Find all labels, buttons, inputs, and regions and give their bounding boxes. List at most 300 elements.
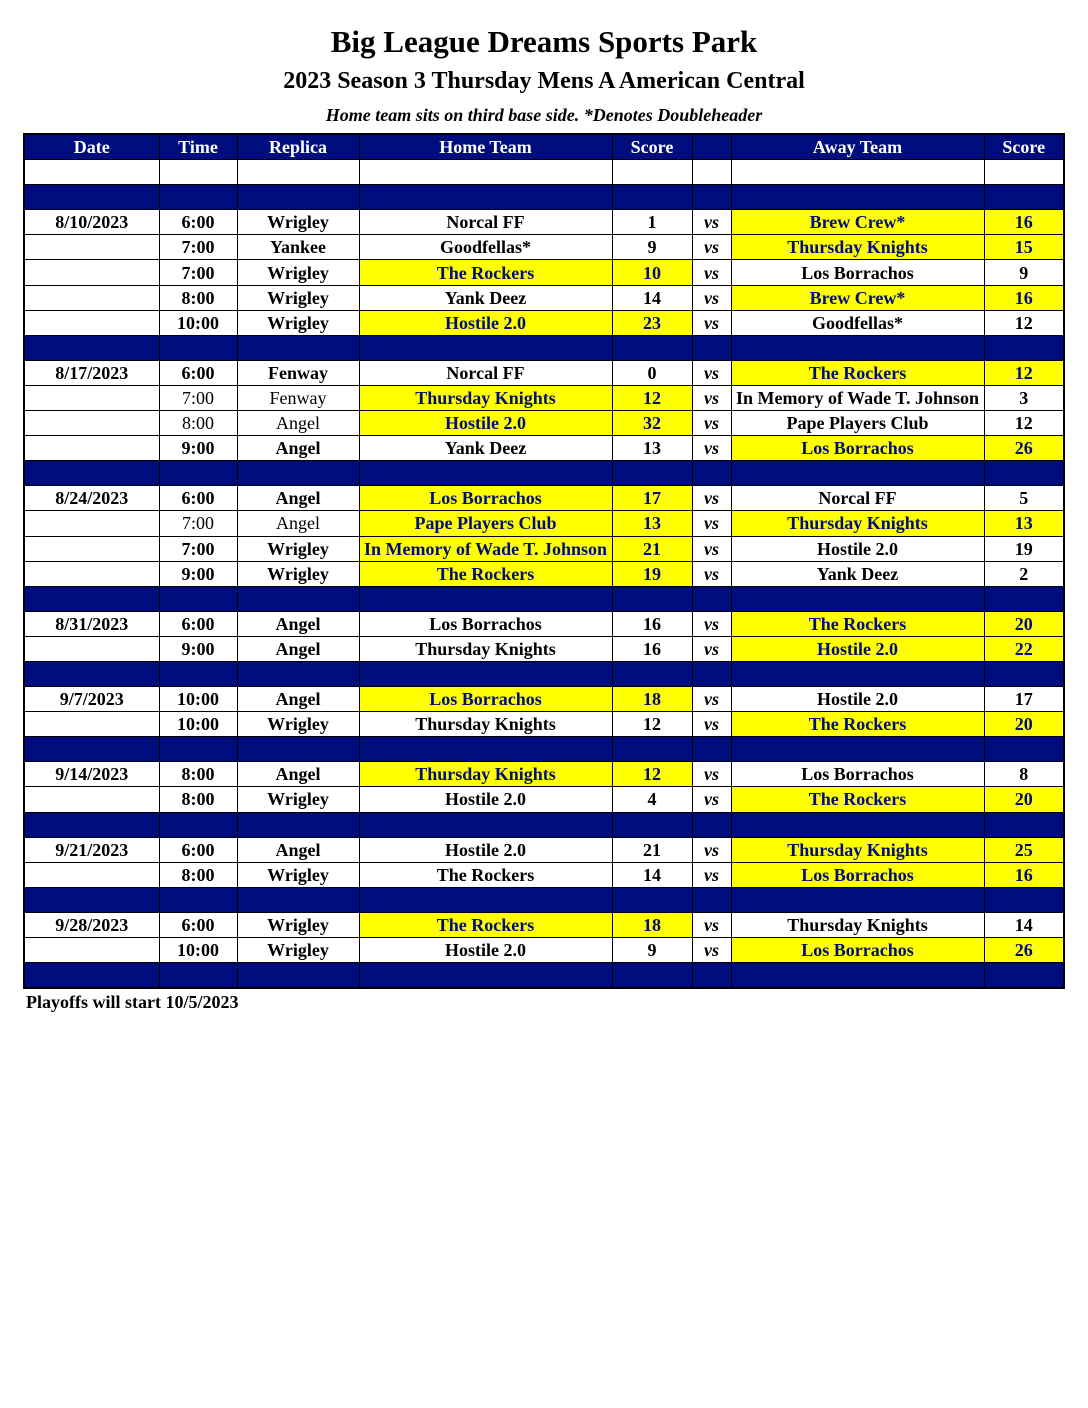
away-team-name: Brew Crew* [809, 212, 906, 233]
home-score: 17 [612, 486, 692, 511]
game-date: 9/14/2023 [24, 762, 159, 787]
vs-label: vs [692, 561, 731, 586]
game-row [24, 912, 1064, 937]
away-team-name: Hostile 2.0 [817, 689, 898, 710]
empty-cell [731, 887, 984, 912]
away-team [731, 787, 984, 812]
home-team-name: Thursday Knights [415, 638, 556, 659]
home-score: 18 [612, 687, 692, 712]
home-score: 1 [612, 210, 692, 235]
game-date [24, 385, 159, 410]
empty-cell [692, 461, 731, 486]
game-replica: Wrigley [237, 912, 359, 937]
empty-cell [359, 185, 612, 210]
game-time: 7:00 [159, 511, 237, 536]
game-time: 8:00 [159, 411, 237, 436]
empty-cell [359, 737, 612, 762]
empty-cell [612, 887, 692, 912]
game-row [24, 762, 1064, 787]
empty-cell [731, 461, 984, 486]
week-separator-row [24, 963, 1064, 989]
home-team-name: Hostile 2.0 [445, 839, 526, 860]
week-separator-row [24, 185, 1064, 210]
away-score: 2 [984, 561, 1064, 586]
game-replica: Wrigley [237, 712, 359, 737]
empty-cell [237, 160, 359, 185]
game-date [24, 787, 159, 812]
away-team [731, 611, 984, 636]
empty-cell [731, 812, 984, 837]
schedule-body [24, 160, 1064, 989]
game-replica: Wrigley [237, 210, 359, 235]
home-team-name: Yank Deez [444, 287, 527, 308]
game-time: 9:00 [159, 636, 237, 661]
home-team [359, 411, 612, 436]
vs-label: vs [692, 611, 731, 636]
empty-cell [159, 586, 237, 611]
game-time: 10:00 [159, 687, 237, 712]
empty-cell [984, 737, 1064, 762]
away-score: 12 [984, 360, 1064, 385]
game-replica: Fenway [237, 360, 359, 385]
empty-cell [237, 737, 359, 762]
game-date: 9/21/2023 [24, 837, 159, 862]
empty-cell [359, 160, 612, 185]
away-score: 20 [984, 611, 1064, 636]
home-score: 10 [612, 260, 692, 285]
game-replica: Angel [237, 762, 359, 787]
home-team-name: Norcal FF [446, 362, 525, 383]
home-team [359, 561, 612, 586]
away-team-name: Hostile 2.0 [817, 538, 898, 559]
empty-cell [359, 661, 612, 686]
away-score: 26 [984, 938, 1064, 963]
home-score: 12 [612, 712, 692, 737]
home-team-name: In Memory of Wade T. Johnson [363, 538, 608, 559]
empty-cell [24, 963, 159, 989]
away-team [731, 285, 984, 310]
away-team [731, 436, 984, 461]
game-replica: Yankee [237, 235, 359, 260]
game-date [24, 411, 159, 436]
empty-cell [692, 586, 731, 611]
vs-label: vs [692, 938, 731, 963]
empty-cell [984, 661, 1064, 686]
empty-cell [984, 887, 1064, 912]
away-team-name: The Rockers [808, 714, 907, 735]
away-team-name: Brew Crew* [809, 287, 906, 308]
empty-cell [24, 461, 159, 486]
away-team [731, 411, 984, 436]
game-replica: Angel [237, 687, 359, 712]
home-team-name: Hostile 2.0 [445, 940, 526, 961]
away-team-name: Thursday Knights [787, 237, 928, 258]
home-score: 12 [612, 762, 692, 787]
away-team-name: Los Borrachos [801, 438, 914, 459]
home-team [359, 912, 612, 937]
home-score: 14 [612, 285, 692, 310]
empty-cell [731, 963, 984, 989]
empty-cell [24, 185, 159, 210]
vs-label: vs [692, 762, 731, 787]
away-team-name: The Rockers [808, 613, 907, 634]
empty-cell [24, 737, 159, 762]
away-score: 16 [984, 862, 1064, 887]
empty-cell [692, 160, 731, 185]
home-team [359, 260, 612, 285]
game-date [24, 436, 159, 461]
away-team [731, 310, 984, 335]
game-date: 8/24/2023 [24, 486, 159, 511]
game-time: 6:00 [159, 611, 237, 636]
game-date [24, 561, 159, 586]
away-team-name: The Rockers [808, 789, 907, 810]
home-team-name: The Rockers [436, 864, 535, 885]
empty-cell [159, 887, 237, 912]
away-team [731, 536, 984, 561]
away-score: 22 [984, 636, 1064, 661]
empty-cell [159, 335, 237, 360]
home-team-name: Thursday Knights [415, 387, 556, 408]
away-team-name: Thursday Knights [787, 914, 928, 935]
game-time: 6:00 [159, 210, 237, 235]
home-score: 16 [612, 611, 692, 636]
empty-cell [984, 185, 1064, 210]
empty-cell [984, 160, 1064, 185]
empty-cell [237, 963, 359, 989]
game-time: 10:00 [159, 938, 237, 963]
away-team-name: Los Borrachos [801, 864, 914, 885]
away-score: 16 [984, 285, 1064, 310]
home-team-name: The Rockers [436, 262, 535, 283]
game-replica: Wrigley [237, 787, 359, 812]
game-row [24, 385, 1064, 410]
away-score: 17 [984, 687, 1064, 712]
home-team [359, 837, 612, 862]
home-team-name: Hostile 2.0 [445, 312, 526, 333]
game-row [24, 787, 1064, 812]
home-team [359, 310, 612, 335]
empty-cell [359, 963, 612, 989]
away-team [731, 762, 984, 787]
away-team [731, 862, 984, 887]
empty-cell [731, 737, 984, 762]
home-score: 0 [612, 360, 692, 385]
home-team-name: Goodfellas* [439, 237, 531, 258]
home-team [359, 385, 612, 410]
game-replica: Wrigley [237, 862, 359, 887]
game-time: 8:00 [159, 762, 237, 787]
empty-cell [612, 812, 692, 837]
week-separator-row [24, 461, 1064, 486]
game-time: 6:00 [159, 486, 237, 511]
game-row [24, 235, 1064, 260]
vs-label: vs [692, 837, 731, 862]
away-score: 20 [984, 787, 1064, 812]
empty-cell [359, 335, 612, 360]
game-time: 6:00 [159, 912, 237, 937]
away-team-name: Los Borrachos [801, 940, 914, 961]
game-row [24, 436, 1064, 461]
vs-label: vs [692, 436, 731, 461]
game-row [24, 210, 1064, 235]
game-replica: Angel [237, 837, 359, 862]
home-team-name: The Rockers [436, 914, 535, 935]
game-row [24, 511, 1064, 536]
game-row [24, 536, 1064, 561]
away-team [731, 360, 984, 385]
empty-cell [237, 812, 359, 837]
game-date [24, 235, 159, 260]
away-score: 12 [984, 411, 1064, 436]
col-header-home-team: Home Team [359, 134, 612, 160]
vs-label: vs [692, 511, 731, 536]
away-team [731, 561, 984, 586]
col-header-away-team: Away Team [731, 134, 984, 160]
game-replica: Angel [237, 511, 359, 536]
home-team [359, 511, 612, 536]
game-replica: Angel [237, 611, 359, 636]
home-score: 16 [612, 636, 692, 661]
vs-label: vs [692, 687, 731, 712]
vs-label: vs [692, 787, 731, 812]
empty-cell [359, 812, 612, 837]
game-replica: Angel [237, 436, 359, 461]
home-team [359, 762, 612, 787]
empty-cell [692, 737, 731, 762]
game-date [24, 260, 159, 285]
game-replica: Angel [237, 636, 359, 661]
home-team-name: Hostile 2.0 [445, 413, 526, 434]
game-date: 8/17/2023 [24, 360, 159, 385]
home-team-name: Thursday Knights [415, 764, 556, 785]
vs-label: vs [692, 636, 731, 661]
game-replica: Wrigley [237, 536, 359, 561]
away-score: 3 [984, 385, 1064, 410]
home-score: 18 [612, 912, 692, 937]
week-separator-row [24, 812, 1064, 837]
game-row [24, 486, 1064, 511]
game-row [24, 712, 1064, 737]
empty-cell [237, 661, 359, 686]
empty-cell [359, 461, 612, 486]
away-team [731, 712, 984, 737]
away-team [731, 938, 984, 963]
game-time: 7:00 [159, 536, 237, 561]
game-time: 9:00 [159, 561, 237, 586]
home-score: 21 [612, 536, 692, 561]
playoffs-note: Playoffs will start 10/5/2023 [26, 992, 239, 1012]
game-date [24, 862, 159, 887]
game-date: 9/28/2023 [24, 912, 159, 937]
col-header-vs [692, 134, 731, 160]
vs-label: vs [692, 536, 731, 561]
away-team [731, 912, 984, 937]
game-replica: Fenway [237, 385, 359, 410]
empty-cell [692, 963, 731, 989]
home-score: 14 [612, 862, 692, 887]
game-time: 7:00 [159, 235, 237, 260]
home-team [359, 486, 612, 511]
away-score: 25 [984, 837, 1064, 862]
home-team [359, 636, 612, 661]
empty-cell [24, 812, 159, 837]
home-score: 4 [612, 787, 692, 812]
game-time: 8:00 [159, 787, 237, 812]
empty-cell [24, 335, 159, 360]
home-team [359, 235, 612, 260]
empty-cell [692, 887, 731, 912]
away-team [731, 687, 984, 712]
empty-cell [692, 335, 731, 360]
away-score: 12 [984, 310, 1064, 335]
away-team [731, 486, 984, 511]
vs-label: vs [692, 912, 731, 937]
week-separator-row [24, 661, 1064, 686]
game-row [24, 862, 1064, 887]
empty-cell [612, 963, 692, 989]
away-team-name: Los Borrachos [801, 262, 914, 283]
empty-cell [159, 661, 237, 686]
vs-label: vs [692, 712, 731, 737]
home-team [359, 938, 612, 963]
game-row [24, 561, 1064, 586]
away-team [731, 385, 984, 410]
game-time: 9:00 [159, 436, 237, 461]
vs-label: vs [692, 285, 731, 310]
away-team-name: The Rockers [808, 362, 907, 383]
vs-label: vs [692, 260, 731, 285]
empty-cell [984, 963, 1064, 989]
away-team-name: Thursday Knights [787, 839, 928, 860]
home-team-name: Los Borrachos [429, 613, 542, 634]
away-score: 13 [984, 511, 1064, 536]
week-separator-row [24, 887, 1064, 912]
home-team [359, 210, 612, 235]
empty-cell [731, 160, 984, 185]
game-replica: Angel [237, 486, 359, 511]
game-replica: Wrigley [237, 561, 359, 586]
empty-cell [612, 661, 692, 686]
home-score: 13 [612, 511, 692, 536]
home-score: 9 [612, 938, 692, 963]
vs-label: vs [692, 235, 731, 260]
game-date [24, 536, 159, 561]
col-header-away-score: Score [984, 134, 1064, 160]
away-score: 9 [984, 260, 1064, 285]
home-team [359, 360, 612, 385]
empty-cell [159, 185, 237, 210]
home-team-name: Norcal FF [446, 212, 525, 233]
away-team-name: Thursday Knights [787, 513, 928, 534]
vs-label: vs [692, 486, 731, 511]
home-team [359, 712, 612, 737]
away-team-name: Norcal FF [818, 488, 897, 509]
home-score: 9 [612, 235, 692, 260]
empty-cell [237, 185, 359, 210]
vs-label: vs [692, 862, 731, 887]
game-replica: Wrigley [237, 260, 359, 285]
game-date [24, 511, 159, 536]
empty-cell [237, 335, 359, 360]
away-team-name: Pape Players Club [786, 413, 929, 434]
game-row [24, 310, 1064, 335]
away-team-name: Yank Deez [816, 563, 899, 584]
blank-row [24, 160, 1064, 185]
empty-cell [612, 160, 692, 185]
game-time: 6:00 [159, 360, 237, 385]
vs-label: vs [692, 360, 731, 385]
away-score: 26 [984, 436, 1064, 461]
vs-label: vs [692, 310, 731, 335]
away-score: 19 [984, 536, 1064, 561]
game-date: 9/7/2023 [24, 687, 159, 712]
game-date: 8/31/2023 [24, 611, 159, 636]
empty-cell [24, 887, 159, 912]
away-score: 8 [984, 762, 1064, 787]
game-row [24, 285, 1064, 310]
game-date [24, 285, 159, 310]
game-row [24, 360, 1064, 385]
game-row [24, 687, 1064, 712]
season-subtitle: 2023 Season 3 Thursday Mens A American Central [283, 68, 805, 94]
home-team-name: Yank Deez [444, 438, 527, 459]
home-team [359, 536, 612, 561]
empty-cell [692, 185, 731, 210]
empty-cell [612, 461, 692, 486]
game-time: 6:00 [159, 837, 237, 862]
game-time: 7:00 [159, 260, 237, 285]
empty-cell [159, 963, 237, 989]
home-team [359, 687, 612, 712]
empty-cell [359, 887, 612, 912]
game-replica: Angel [237, 411, 359, 436]
empty-cell [612, 185, 692, 210]
home-team-name: Los Borrachos [429, 488, 542, 509]
home-score: 13 [612, 436, 692, 461]
away-score: 15 [984, 235, 1064, 260]
empty-cell [237, 887, 359, 912]
game-row [24, 611, 1064, 636]
empty-cell [159, 461, 237, 486]
away-score: 14 [984, 912, 1064, 937]
vs-label: vs [692, 210, 731, 235]
away-team [731, 235, 984, 260]
empty-cell [984, 335, 1064, 360]
home-team [359, 285, 612, 310]
empty-cell [237, 461, 359, 486]
home-score: 19 [612, 561, 692, 586]
vs-label: vs [692, 411, 731, 436]
away-team [731, 636, 984, 661]
game-time: 8:00 [159, 285, 237, 310]
home-score: 12 [612, 385, 692, 410]
home-team-note: Home team sits on third base side. *Denotes Doubleheader [325, 105, 763, 125]
home-team-name: Los Borrachos [429, 689, 542, 710]
away-team [731, 837, 984, 862]
header-row [24, 134, 1064, 160]
empty-cell [237, 586, 359, 611]
away-team-name: In Memory of Wade T. Johnson [735, 387, 980, 408]
empty-cell [984, 812, 1064, 837]
game-date: 8/10/2023 [24, 210, 159, 235]
empty-cell [359, 586, 612, 611]
game-date [24, 712, 159, 737]
empty-cell [159, 737, 237, 762]
away-team-name: Goodfellas* [811, 312, 903, 333]
empty-cell [612, 586, 692, 611]
home-score: 32 [612, 411, 692, 436]
